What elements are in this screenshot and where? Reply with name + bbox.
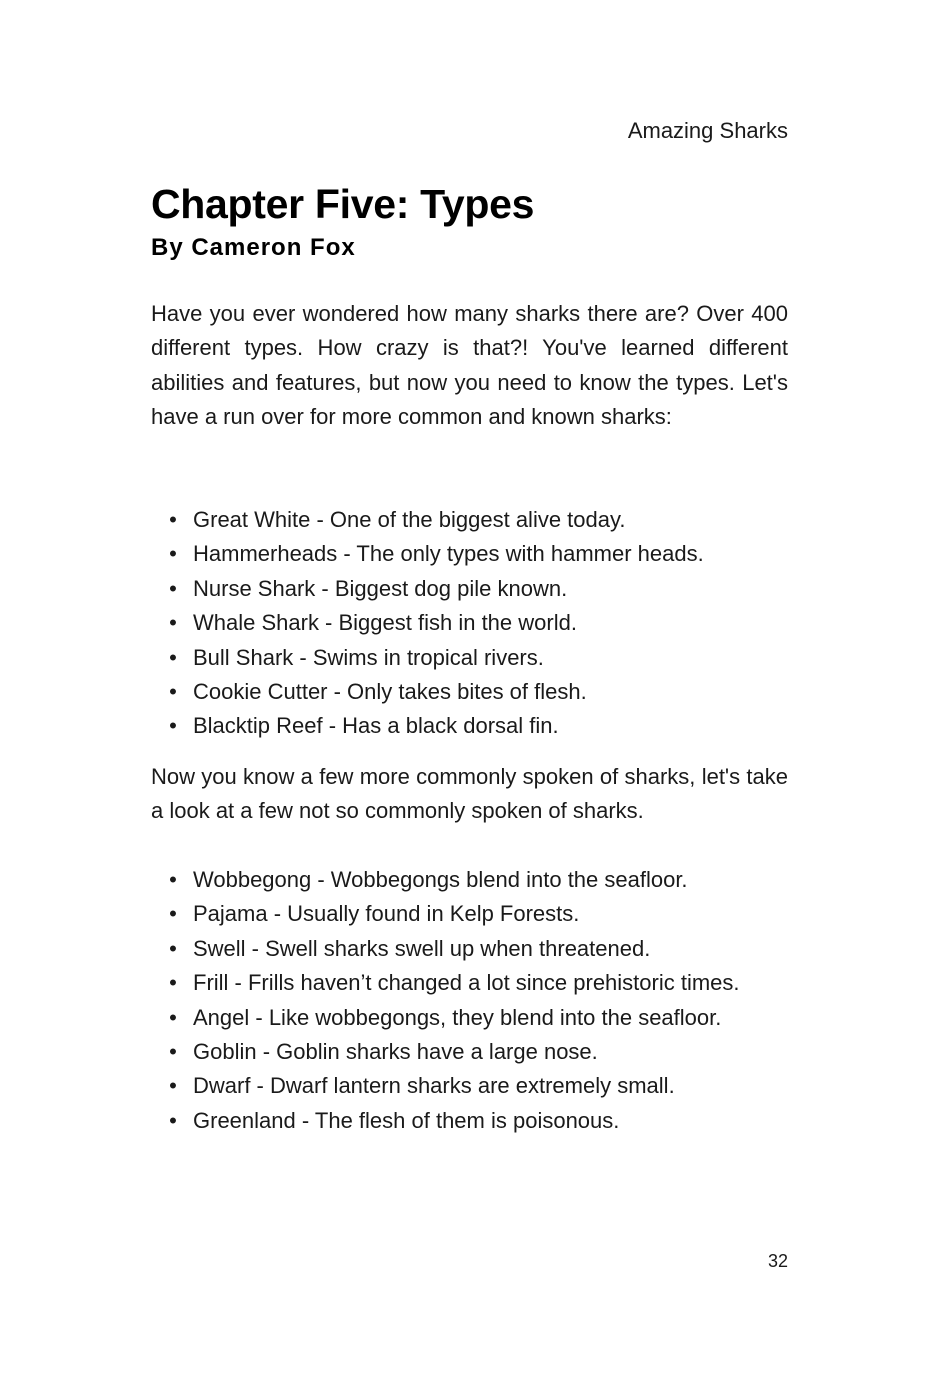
list-item-text: Goblin - Goblin sharks have a large nose.	[193, 1039, 598, 1065]
bullet-icon: •	[169, 867, 177, 892]
list-item-text: Cookie Cutter - Only takes bites of flesh.	[193, 679, 587, 705]
list-item-text: Frill - Frills haven’t changed a lot since prehistoric times.	[193, 970, 740, 996]
chapter-byline: By Cameron Fox	[151, 234, 356, 261]
list-item	[151, 606, 788, 640]
bullet-icon: •	[169, 1107, 177, 1133]
list-item	[151, 709, 788, 743]
bullet-icon: •	[169, 1039, 177, 1065]
list-item-text: Nurse Shark - Biggest dog pile known.	[193, 575, 568, 601]
bullet-icon: •	[169, 610, 177, 636]
list-item	[151, 863, 788, 897]
list-item	[151, 1035, 788, 1069]
uncommon-sharks-list	[151, 863, 788, 1138]
list-item	[151, 503, 788, 537]
list-item	[151, 675, 788, 709]
bullet-icon: •	[169, 1073, 177, 1099]
common-sharks-list	[151, 503, 788, 744]
bullet-icon: •	[169, 970, 177, 996]
list-item-text: Dwarf - Dwarf lantern sharks are extremely small.	[193, 1073, 675, 1099]
list-item-text: Bull Shark - Swims in tropical rivers.	[193, 644, 544, 670]
bullet-icon: •	[169, 935, 177, 961]
list-item	[151, 932, 788, 966]
intro-paragraph: Have you ever wondered how many sharks there are? Over 400 different types. How crazy is that?! You've learned different abilities and features, but now you need to know the types. Let's have a run over for more common and known sharks:	[151, 301, 788, 430]
list-item-text: Hammerheads - The only types with hammer heads.	[193, 541, 704, 567]
bullet-icon: •	[169, 679, 177, 705]
list-item-text: Great White - One of the biggest alive today.	[193, 507, 626, 532]
list-item	[151, 641, 788, 675]
page-number: 32	[767, 1251, 788, 1271]
bullet-icon: •	[169, 507, 177, 532]
list-item	[151, 1069, 788, 1103]
list-item	[151, 572, 788, 606]
list-item-text: Pajama - Usually found in Kelp Forests.	[193, 901, 580, 927]
bullet-icon: •	[169, 1004, 177, 1030]
list-item	[151, 966, 788, 1000]
bridge-paragraph: Now you know a few more commonly spoken of sharks, let's take a look at a few not so commonly spoken of sharks.	[151, 764, 788, 824]
list-item-text: Swell - Swell sharks swell up when threatened.	[193, 935, 651, 961]
bullet-icon: •	[169, 541, 177, 567]
bullet-icon: •	[169, 575, 177, 601]
bullet-icon: •	[169, 901, 177, 927]
list-item-text: Angel - Like wobbegongs, they blend into the seafloor.	[193, 1004, 722, 1030]
book-page	[151, 0, 788, 1388]
bullet-icon: •	[169, 644, 177, 670]
list-item-text: Wobbegong - Wobbegongs blend into the seafloor.	[193, 867, 688, 892]
bullet-icon: •	[169, 713, 177, 739]
list-item	[151, 897, 788, 931]
chapter-title: Chapter Five: Types	[151, 181, 535, 227]
list-item	[151, 537, 788, 571]
list-item	[151, 1001, 788, 1035]
list-item-text: Blacktip Reef - Has a black dorsal fin.	[193, 713, 559, 739]
list-item-text: Whale Shark - Biggest fish in the world.	[193, 610, 577, 636]
running-header: Amazing Sharks	[627, 118, 788, 143]
list-item	[151, 1104, 788, 1138]
list-item-text: Greenland - The flesh of them is poisonous.	[193, 1107, 620, 1133]
